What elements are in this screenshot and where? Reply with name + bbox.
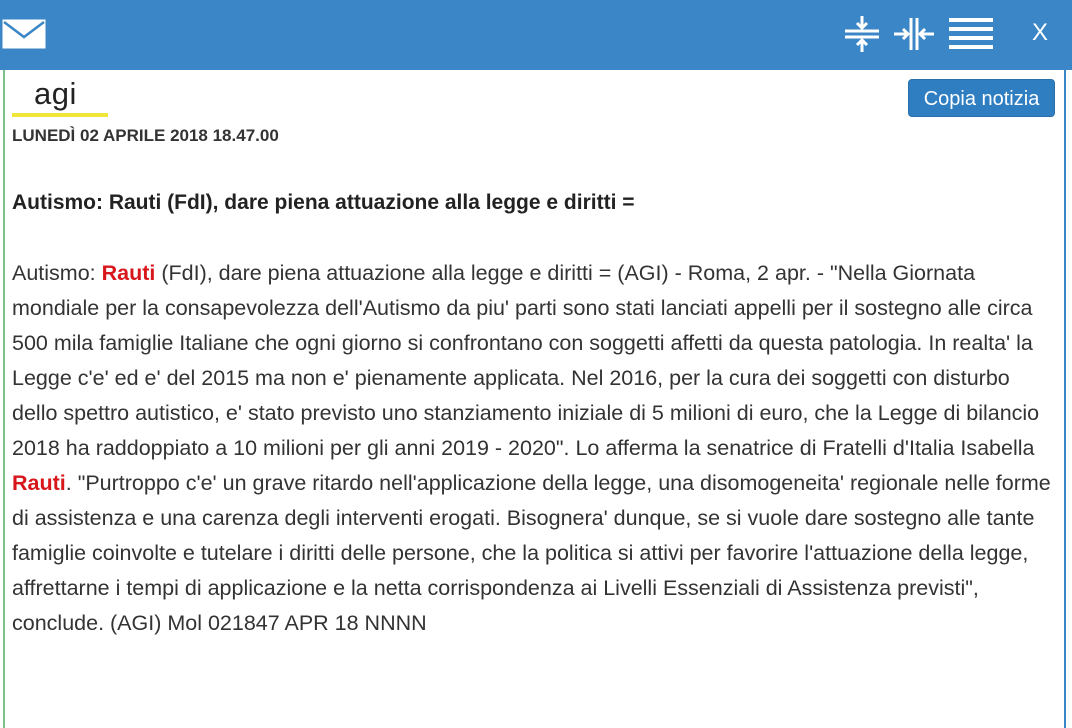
left-border — [3, 70, 5, 728]
body-segment: Autismo: — [12, 261, 102, 285]
body-segment: . "Purtroppo c'e' un grave ritardo nell'applicazione della legge, una disomogeneita' regionale nelle forme di assistenza e una carenza degli interventi erogati. Bisognera' dunque, se si vuole dare sostegno alle tante famiglie coinvolte e tutelare i diritti delle persone, che la politica si attivi per favorire l'attuazione della legge, affrettarne i tempi di applicazione e la netta corrispondenza ai Livelli Essenziali di Assistenza previsti", conclude. (AGI) Mol 021847 APR 18 NNNN — [12, 471, 1051, 635]
menu-icon[interactable] — [947, 14, 995, 54]
news-content — [0, 70, 1072, 728]
agi-logo — [12, 76, 108, 118]
close-button[interactable]: X — [1031, 19, 1048, 46]
highlighted-term: Rauti — [101, 261, 156, 285]
logo-underline — [12, 113, 108, 117]
compress-rows-icon[interactable] — [843, 14, 881, 54]
expand-columns-icon[interactable] — [892, 14, 936, 54]
article-dateline: LUNEDÌ 02 APRILE 2018 18.47.00 — [12, 126, 279, 145]
mail-icon[interactable] — [2, 19, 46, 49]
highlighted-term: Rauti — [12, 471, 66, 495]
copy-news-button[interactable]: Copia notizia — [908, 79, 1055, 117]
article-headline: Autismo: Rauti (FdI), dare piena attuazione alla legge e diritti = — [12, 191, 635, 214]
right-border — [1064, 70, 1066, 728]
body-segment: (FdI), dare piena attuazione alla legge e diritti = (AGI) - Roma, 2 apr. - "Nella Giornata mondiale per la consapevolezza dell'Autismo da piu' parti sono stati lanciati appelli per il sostegno alle circa 500 mila famiglie Italiane che ogni giorno si confrontano con soggetti affetti da questa patologia. In realta' la Legge c'e' ed e' del 2015 ma non e' pienamente applicata. Nel 2016, per la cura dei soggetti con disturbo dello spettro autistico, e' stato previsto uno stanziamento iniziale di 5 milioni di euro, che la Legge di bilancio 2018 ha raddoppiato a 10 milioni per gli anni 2019 - 2020". Lo afferma la senatrice di Fratelli d'Italia Isabella — [12, 261, 1040, 460]
logo-text: agi — [34, 76, 77, 111]
window-titlebar — [0, 0, 1072, 70]
article-body — [12, 256, 1060, 641]
